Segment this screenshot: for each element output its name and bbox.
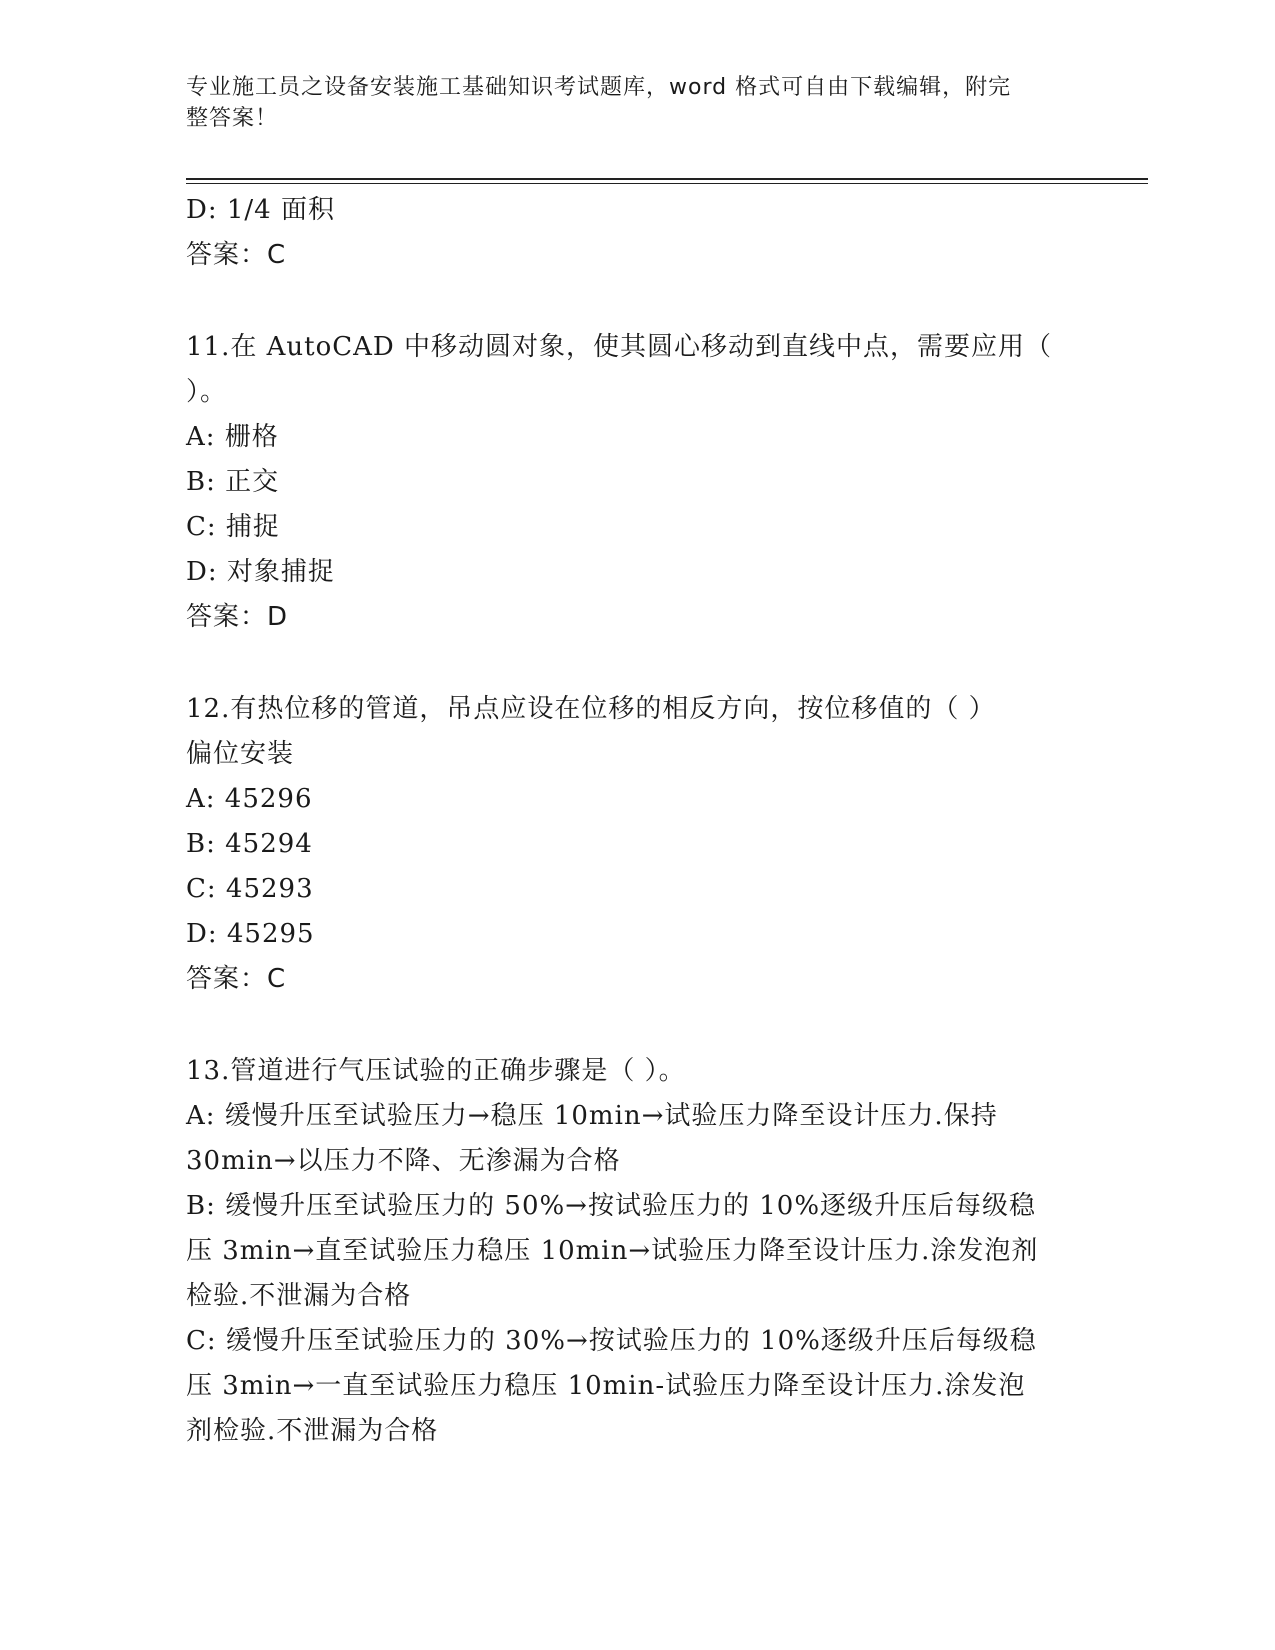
question-list	[186, 188, 1066, 1454]
header-divider-thick	[186, 178, 1148, 180]
header-line-2: 整答案！	[186, 106, 279, 131]
option-b: B: 45294	[186, 829, 313, 859]
option-b-cont: 压 3min→直至试验压力稳压 10min→试验压力降至设计压力.涂发泡剂	[186, 1236, 1039, 1266]
option-a: A: 45296	[186, 784, 313, 814]
option-b: B: 缓慢升压至试验压力的 50%→按试验压力的 10%逐级升压后每级稳	[186, 1191, 1037, 1221]
option-d: D: 1/4 面积	[186, 195, 335, 225]
answer-line: 答案：D	[186, 602, 289, 632]
spacer	[186, 278, 1066, 325]
header-divider-thin	[186, 183, 1148, 184]
spacer	[186, 640, 1066, 687]
question-block-12	[186, 687, 1066, 1002]
option-a-cont: 30min→以压力不降、无渗漏为合格	[186, 1146, 621, 1176]
option-b-cont: 检验.不泄漏为合格	[186, 1281, 412, 1311]
option-d: D: 对象捕捉	[186, 557, 335, 587]
option-c: C: 捕捉	[186, 512, 280, 542]
option-c: C: 缓慢升压至试验压力的 30%→按试验压力的 10%逐级升压后每级稳	[186, 1326, 1037, 1356]
question-stem: 11.在 AutoCAD 中移动圆对象，使其圆心移动到直线中点，需要应用（	[186, 332, 1053, 362]
document-header	[186, 72, 1066, 134]
option-a: A: 缓慢升压至试验压力→稳压 10min→试验压力降至设计压力.保持	[186, 1101, 998, 1131]
answer-line: 答案：C	[186, 240, 287, 270]
option-c: C: 45293	[186, 874, 314, 904]
spacer	[186, 1002, 1066, 1049]
option-b: B: 正交	[186, 467, 280, 497]
option-a: A: 栅格	[186, 422, 279, 452]
option-c-cont: 压 3min→一直至试验压力稳压 10min-试验压力降至设计压力.涂发泡	[186, 1371, 1026, 1401]
option-d: D: 45295	[186, 919, 315, 949]
option-c-cont: 剂检验.不泄漏为合格	[186, 1416, 439, 1446]
answer-line: 答案：C	[186, 964, 287, 994]
header-line-1: 专业施工员之设备安装施工基础知识考试题库，word 格式可自由下载编辑，附完	[186, 75, 1012, 100]
question-stem-cont: ）。	[186, 377, 228, 407]
question-stem: 12.有热位移的管道，吊点应设在位移的相反方向，按位移值的（ ）	[186, 694, 996, 724]
question-stem-cont: 偏位安装	[186, 739, 295, 769]
question-block-11	[186, 325, 1066, 640]
question-block-prev	[186, 188, 1066, 278]
question-block-13	[186, 1049, 1066, 1454]
question-stem: 13.管道进行气压试验的正确步骤是（ ）。	[186, 1056, 686, 1086]
